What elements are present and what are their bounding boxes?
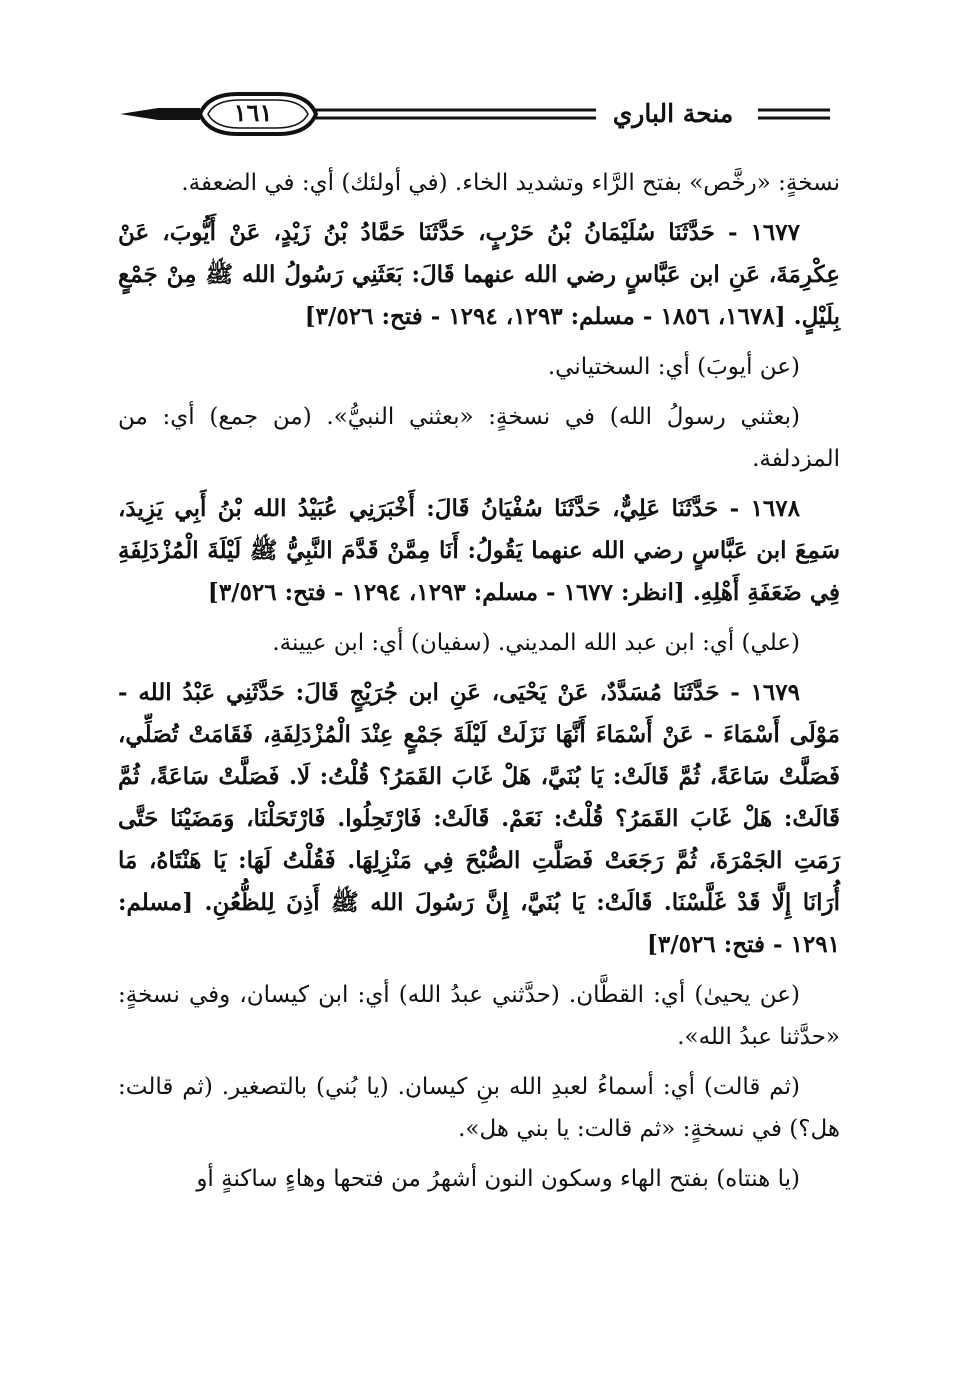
hadith-paragraph: ١٦٧٧ - حَدَّثَنَا سُلَيْمَانُ بْنُ حَرْبٍ، حَدَّثَنَا حَمَّادُ بْنُ زَيْدٍ، عَنْ أَيُّوبَ، عَنْ عِكْرِمَةَ، عَنِ ابن عَبَّاسٍ رضي الله عنهما قَالَ: بَعَثَنِي رَسُولُ الله ﷺ مِنْ جَمْعٍ بِلَيْلٍ. [١٦٧٨، ١٨٥٦ - مسلم: ١٢٩٣، ١٢٩٤ - فتح: ٣/٥٢٦] (118, 219, 840, 330)
commentary-paragraph: (عن يحيىٰ) أي: القطَّان. (حدَّثني عبدُ الله) أي: ابن كيسان، وفي نسخةٍ: «حدَّثنا عبدُ الله». (118, 982, 840, 1050)
hadith-paragraph: ١٦٧٨ - حَدَّثَنَا عَلِيٌّ، حَدَّثَنَا سُفْيَانُ قَالَ: أَخْبَرَنِي عُبَيْدُ الله بْنُ أَبِي يَزِيدَ، سَمِعَ ابن عَبَّاسٍ رضي الله عنهما يَقُولُ: أَنَا مِمَّنْ قَدَّمَ النَّبِيُّ ﷺ لَيْلَةَ الْمُزْدَلِفَةِ فِي ضَعَفَةِ أَهْلِهِ. [انظر: ١٦٧٧ - مسلم: ١٢٩٣، ١٢٩٤ - فتح: ٣/٥٢٦] (118, 495, 840, 606)
commentary-paragraph: (ثم قالت) أي: أسماءُ لعبدِ الله بنِ كيسان. (يا بُني) بالتصغير. (ثم قالت: هل؟) في نسخةٍ: «ثم قالت: يا بني هل». (118, 1074, 840, 1142)
commentary-paragraph: (عن أيوبَ) أي: السختياني. (547, 354, 800, 380)
book-title: منحة الباري (612, 99, 734, 128)
page-header (118, 88, 840, 140)
commentary-paragraph: (علي) أي: ابن عبد الله المديني. (سفيان) أي: ابن عيينة. (272, 630, 800, 656)
commentary-paragraph: نسخةٍ: «رخَّص» بفتح الرَّاء وتشديد الخاء. (في أولئك) أي: في الضعفة. (181, 170, 840, 196)
commentary-paragraph: (يا هنتاه) بفتح الهاء وسكون النون أشهرُ من فتحها وهاءٍ ساكنةٍ أو (196, 1166, 800, 1192)
commentary-paragraph: (بعثني رسولُ الله) في نسخةٍ: «بعثني النبيُّ». (من جمع) أي: من المزدلفة. (118, 404, 840, 472)
page-number: ١٦١ (233, 98, 273, 127)
page-body (118, 162, 840, 1208)
hadith-paragraph: ١٦٧٩ - حَدَّثَنَا مُسَدَّدٌ، عَنْ يَحْيَى، عَنِ ابن جُرَيْجٍ قَالَ: حَدَّثَنِي عَبْدُ الله - مَوْلَى أَسْمَاءَ - عَنْ أَسْمَاءَ أَنَّهَا نَزَلَتْ لَيْلَةَ جَمْعٍ عِنْدَ الْمُزْدَلِفَةِ، فَقَامَتْ تُصَلِّي، فَصَلَّتْ سَاعَةً، ثُمَّ قَالَتْ: يَا بُنَيَّ، هَلْ غَابَ القَمَرُ؟ قُلْتُ: لَا. فَصَلَّتْ سَاعَةً، ثُمَّ قَالَتْ: هَلْ غَابَ القَمَرُ؟ قُلْتُ: نَعَمْ. قَالَتْ: فَارْتَحِلُوا. فَارْتَحَلْنَا، وَمَضَيْنَا حَتَّى رَمَتِ الجَمْرَةَ، ثُمَّ رَجَعَتْ فَصَلَّتِ الصُّبْحَ فِي مَنْزِلِهَا. فَقُلْتُ لَهَا: يَا هَنْتَاهُ، مَا أُرَانَا إِلَّا قَدْ غَلَّسْنَا. قَالَتْ: يَا بُنَيَّ، إِنَّ رَسُولَ الله ﷺ أَذِنَ لِلظُّعُنِ. [مسلم: ١٢٩١ - فتح: ٣/٥٢٦] (118, 679, 840, 958)
